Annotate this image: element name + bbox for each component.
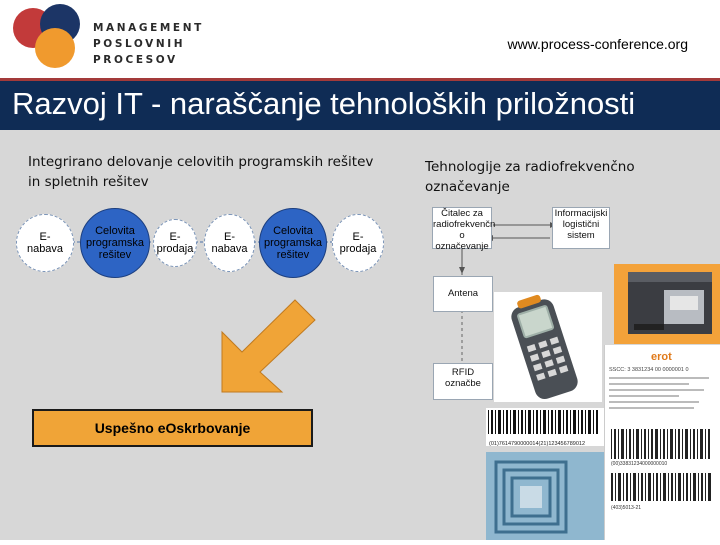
scanner-photo — [494, 292, 602, 402]
label-code-line: (00)33831234000000010 — [611, 461, 668, 467]
circle-label: Celovita programska rešitev — [263, 225, 323, 261]
circle-label: E- nabava — [211, 231, 248, 255]
right-heading-line-1: Tehnologije za radiofrekvenčno — [425, 159, 635, 175]
label-code-line-2: (403)5013-21 — [611, 505, 642, 511]
label-printer-icon — [614, 264, 720, 344]
label-brand: erot — [651, 351, 672, 363]
circle-label: E- nabava — [26, 231, 64, 255]
handheld-scanner-icon — [494, 292, 602, 402]
circle-label: Celovita programska rešitev — [85, 225, 145, 261]
logo-line-2: POSLOVNIH — [93, 38, 186, 50]
logo-line-1: MANAGEMENT — [93, 22, 204, 34]
logo-line-3: PROCESOV — [93, 54, 178, 66]
barcode-number: (01)7614790000014(21)123456789012 — [489, 441, 586, 447]
right-heading-line-2: označevanje — [425, 179, 510, 195]
antenna-box: Antena — [433, 276, 493, 312]
left-heading-line-2: in spletnih rešitev — [28, 174, 149, 190]
label-sscc: SSCC: 3 3831234 00 0000001 0 — [609, 367, 689, 373]
barcode-icon — [486, 408, 604, 436]
barcode-label — [604, 345, 720, 540]
logistic-system-box: Informacijski logistični sistem — [552, 207, 610, 249]
conference-url[interactable]: www.process-conference.org — [507, 36, 688, 52]
slide-title: Razvoj IT - naraščanje tehnoloških priložnosti — [0, 78, 720, 130]
circle-label: E- prodaja — [339, 231, 377, 255]
rfid-tag-photo — [486, 452, 604, 540]
rfid-tag-icon — [486, 452, 604, 540]
rfid-tags-box: RFID označbe — [433, 363, 493, 400]
printer-photo — [614, 264, 720, 344]
eoskrbovanje-banner: Uspešno eOskrbovanje — [32, 409, 313, 447]
left-heading-line-1: Integrirano delovanje celovitih programskih rešitev — [28, 154, 374, 170]
barcode-strip — [486, 408, 604, 446]
circle-label: E- prodaja — [156, 231, 194, 255]
rfid-reader-box: Čitalec za radiofrekvenčn o označevanje — [433, 208, 496, 252]
